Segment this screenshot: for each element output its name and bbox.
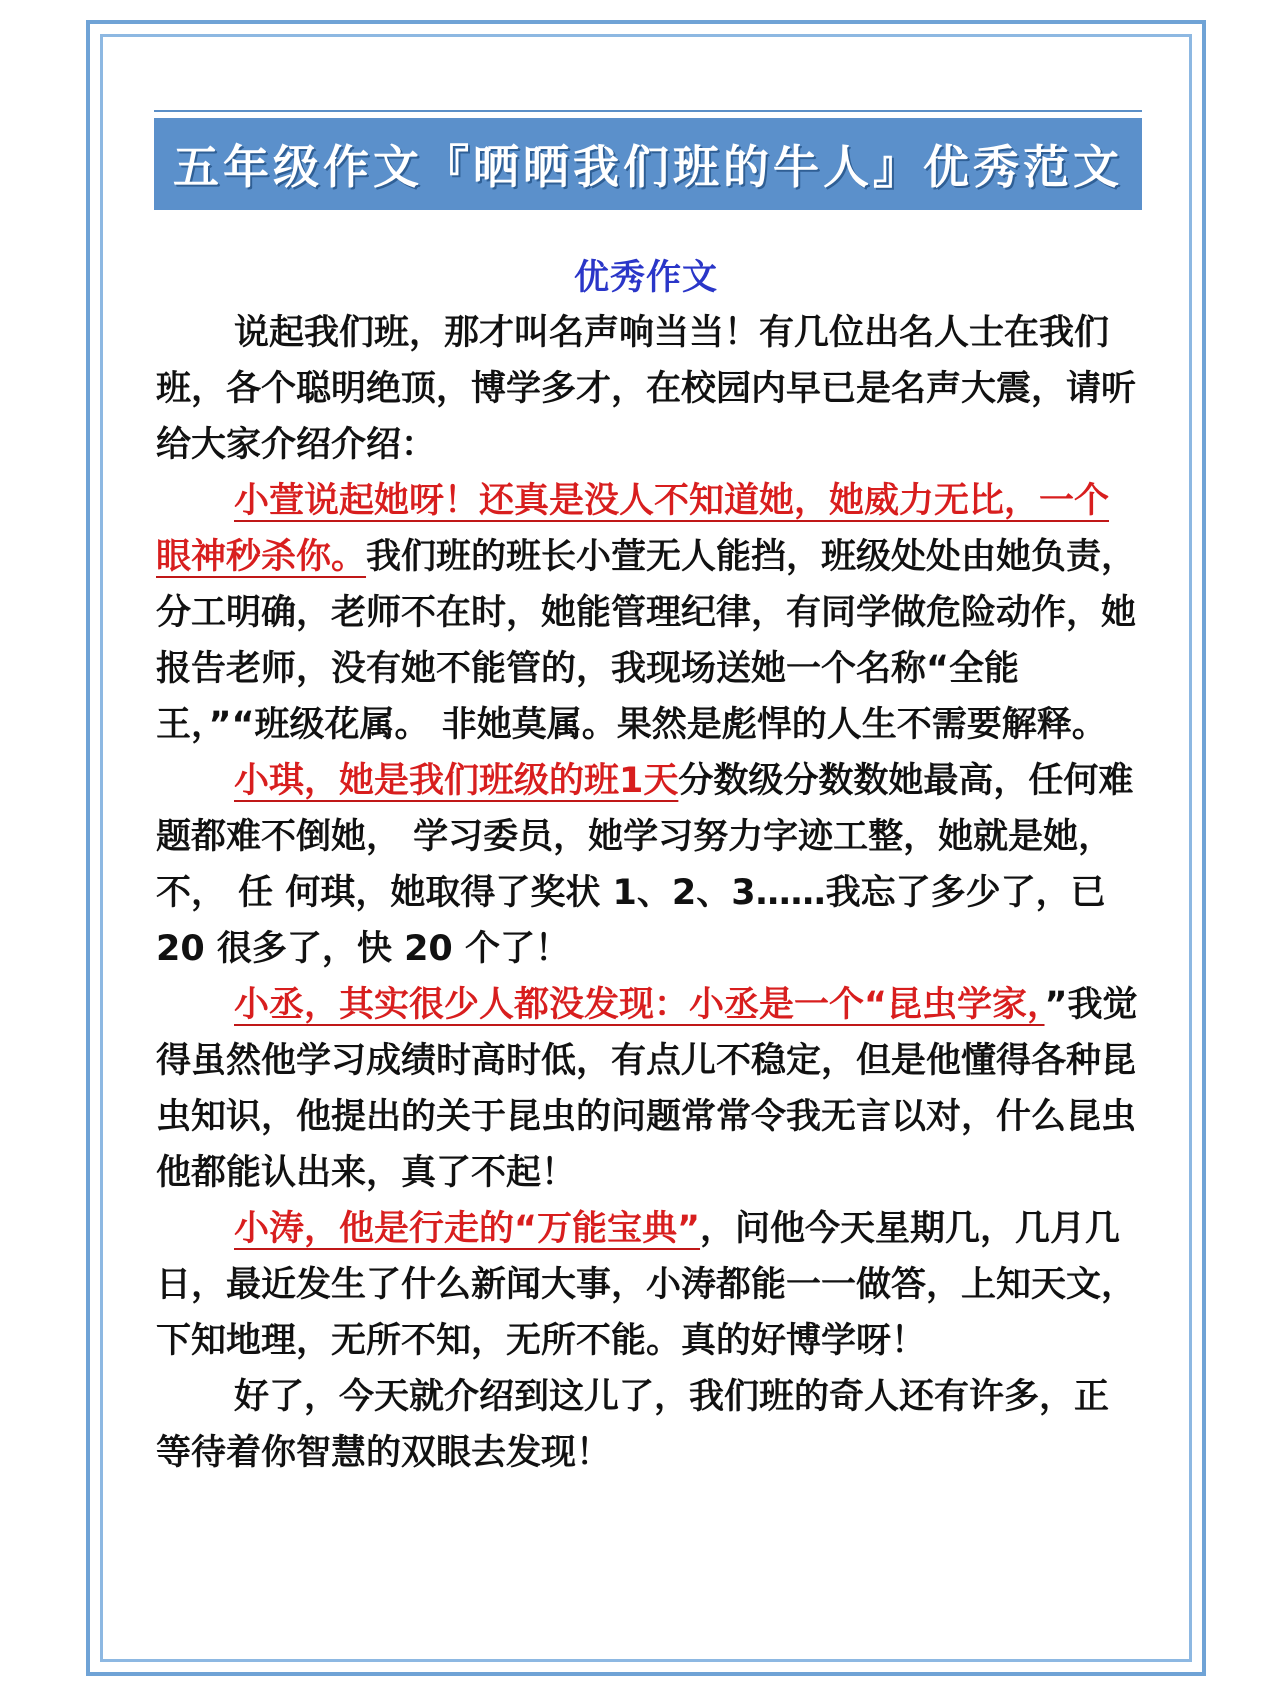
highlight-sentence: 小涛，他是行走的“万能宝典” [234,1209,701,1249]
page-title: 五年级作文『晒晒我们班的牛人』优秀范文 [154,118,1142,210]
paragraph-text: 好了，今天就介绍到这儿了，我们班的奇人还有许多，正等待着你智慧的双眼去发现！ [156,1377,1110,1473]
section-subtitle: 优秀作文 [573,258,718,298]
paragraph-xiaotao [156,1201,1142,1369]
essay-body [156,305,1142,1481]
paragraph-xiaocheng [156,977,1142,1201]
highlight-sentence: 小琪，她是我们班级的班1天 [234,761,679,801]
paragraph-text: 分数级分数数她最高，任何难题都难不倒她， 学习委员，她学习努力字迹工整，她就是她，不， 任 何琪，她取得了奖状 1、2、3……我忘了多少了，已 20 很多了，快 20 个了！ [156,761,1134,969]
paragraph-closing [156,1369,1142,1481]
paragraph-text: 说起我们班，那才叫名声响当当！有几位出名人士在我们班，各个聪明绝顶，博学多才，在校园内早已是名声大震，请听给大家介绍介绍： [156,313,1137,465]
paragraph-text: 我们班的班长小萱无人能挡，班级处处由她负责，分工明确，老师不在时，她能管理纪律，有同学做危险动作，她报告老师，没有她不能管的，我现场送她一个名称“全能王，”“班级花属。 非她莫属。果然是彪悍的人生不需要解释。 [156,537,1137,745]
highlight-sentence: 小萱说起她呀！还真是没人不知道她，她威力无比，一个眼神秒杀你。 [156,481,1110,577]
paragraph-text: ”我觉得虽然他学习成绩时高时低，有点儿不稳定，但是他懂得各种昆虫知识，他提出的关于昆虫的问题常常令我无言以对，什么昆虫他都能认出来，真了不起！ [156,985,1138,1193]
title-rule [154,110,1142,112]
paragraph-xiaoxuan [156,473,1142,753]
paragraph-xiaoqi [156,753,1142,977]
paragraph-text: ，问他今天星期几，几月几日，最近发生了什么新闻大事，小涛都能一一做答，上知天文，下知地理，无所不知，无所不能。真的好博学呀！ [156,1209,1137,1361]
paragraph-intro [156,305,1142,473]
highlight-sentence: 小丞，其实很少人都没发现：小丞是一个“昆虫学家， [234,985,1045,1025]
